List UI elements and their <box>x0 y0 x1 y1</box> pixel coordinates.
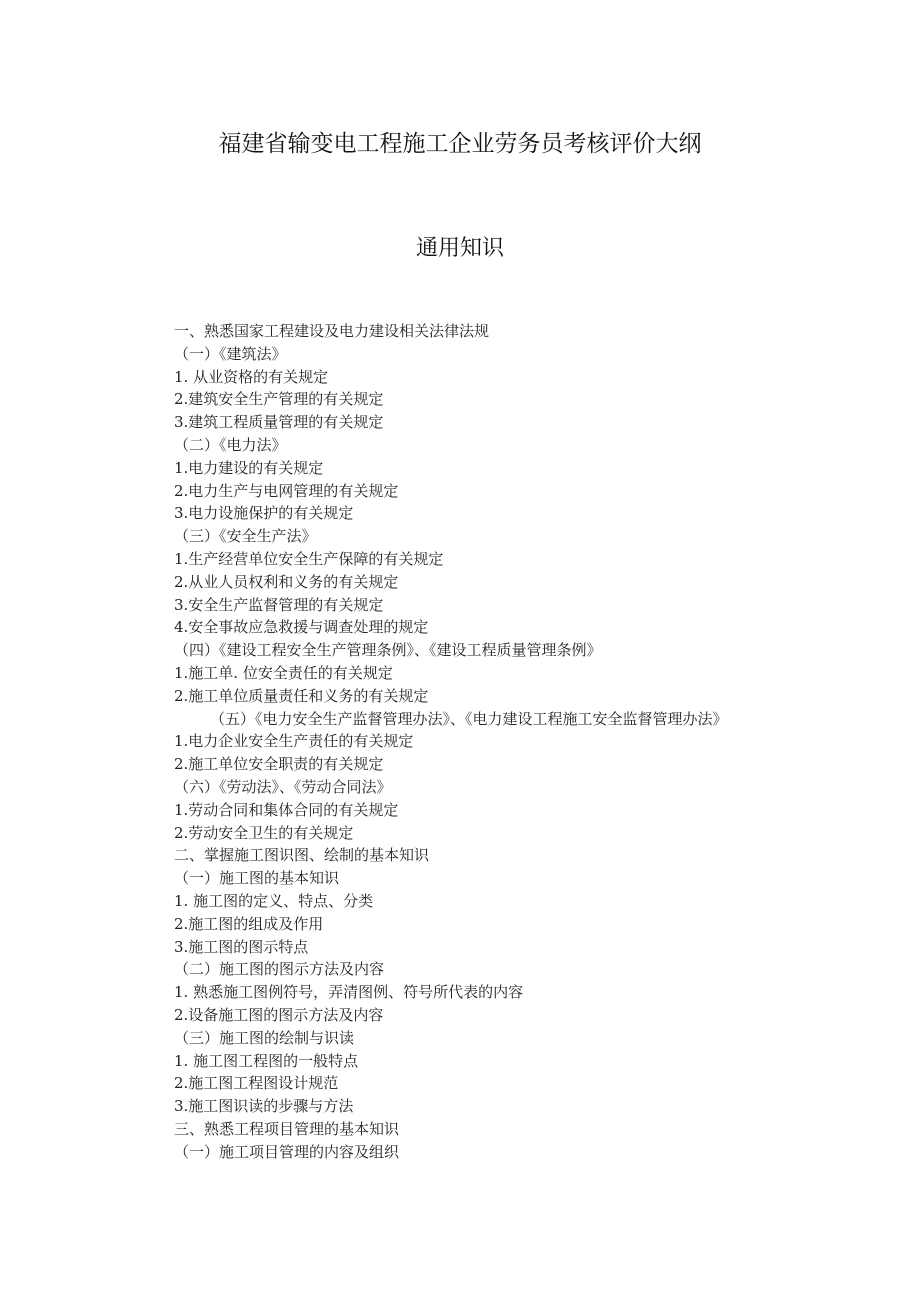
outline-item: 2.施工单位质量责任和义务的有关规定 <box>174 686 429 705</box>
outline-item: （三）《安全生产法》 <box>174 527 317 546</box>
outline-item: 1.劳动合同和集体合同的有关规定 <box>174 800 399 819</box>
outline-item: 3.电力设施保护的有关规定 <box>174 504 354 523</box>
outline-item: 1. 从业资格的有关规定 <box>174 367 329 386</box>
outline-item: 1.电力企业安全生产责任的有关规定 <box>174 732 414 751</box>
outline-item: 3.施工图识读的步骤与方法 <box>174 1097 354 1116</box>
outline-item: （四）《建设工程安全生产管理条例》、《建设工程质量管理条例》 <box>174 641 602 660</box>
outline-item: 4.安全事故应急救援与调查处理的规定 <box>174 618 429 637</box>
outline-item: 1. 熟悉施工图例符号，弄清图例、符号所代表的内容 <box>174 983 524 1002</box>
outline-item: （一）施工图的基本知识 <box>174 869 340 888</box>
outline-item: （一）《建筑法》 <box>174 344 287 363</box>
outline-item: （三）施工图的绘制与识读 <box>174 1028 355 1047</box>
outline-item: 2.建筑安全生产管理的有关规定 <box>174 390 384 409</box>
outline-item: 2.电力生产与电网管理的有关规定 <box>174 481 399 500</box>
outline-item: 2.施工图的组成及作用 <box>174 914 324 933</box>
outline-item: 2.施工图工程图设计规范 <box>174 1074 339 1093</box>
outline-item: 三、熟悉工程项目管理的基本知识 <box>174 1119 400 1138</box>
outline-item: 2.施工单位安全职责的有关规定 <box>174 755 384 774</box>
outline-item: （二）《电力法》 <box>174 435 287 454</box>
outline-item: 3.建筑工程质量管理的有关规定 <box>174 413 384 432</box>
outline-item: 二、掌握施工图识图、绘制的基本知识 <box>174 846 430 865</box>
outline-item: 一、熟悉国家工程建设及电力建设相关法律法规 <box>174 322 490 340</box>
outline-item: 1. 施工图的定义、特点、分类 <box>174 891 374 910</box>
outline-item: （二）施工图的图示方法及内容 <box>174 960 385 979</box>
document-title: 福建省输变电工程施工企业劳务员考核评价大纲 <box>218 131 702 157</box>
outline-list <box>140 320 780 1163</box>
outline-item: 1.生产经营单位安全生产保障的有关规定 <box>174 549 444 568</box>
outline-item: 1.电力建设的有关规定 <box>174 458 324 477</box>
outline-item: 1.施工单. 位安全责任的有关规定 <box>174 663 393 682</box>
outline-item: 3.施工图的图示特点 <box>174 937 309 956</box>
outline-item: 2.劳动安全卫生的有关规定 <box>174 823 354 842</box>
outline-item: 3.安全生产监督管理的有关规定 <box>174 595 384 614</box>
section-title: 通用知识 <box>415 236 504 261</box>
outline-item: （六）《劳动法》、《劳动合同法》 <box>174 777 392 796</box>
outline-item: 2.设备施工图的图示方法及内容 <box>174 1005 384 1024</box>
outline-item: 1. 施工图工程图的一般特点 <box>174 1051 359 1070</box>
outline-item: （五）《电力安全生产监督管理办法》、《电力建设工程施工安全监督管理办法》 <box>210 709 728 728</box>
outline-item: （一）施工项目管理的内容及组织 <box>174 1142 400 1161</box>
outline-item: 2.从业人员权利和义务的有关规定 <box>174 572 399 591</box>
